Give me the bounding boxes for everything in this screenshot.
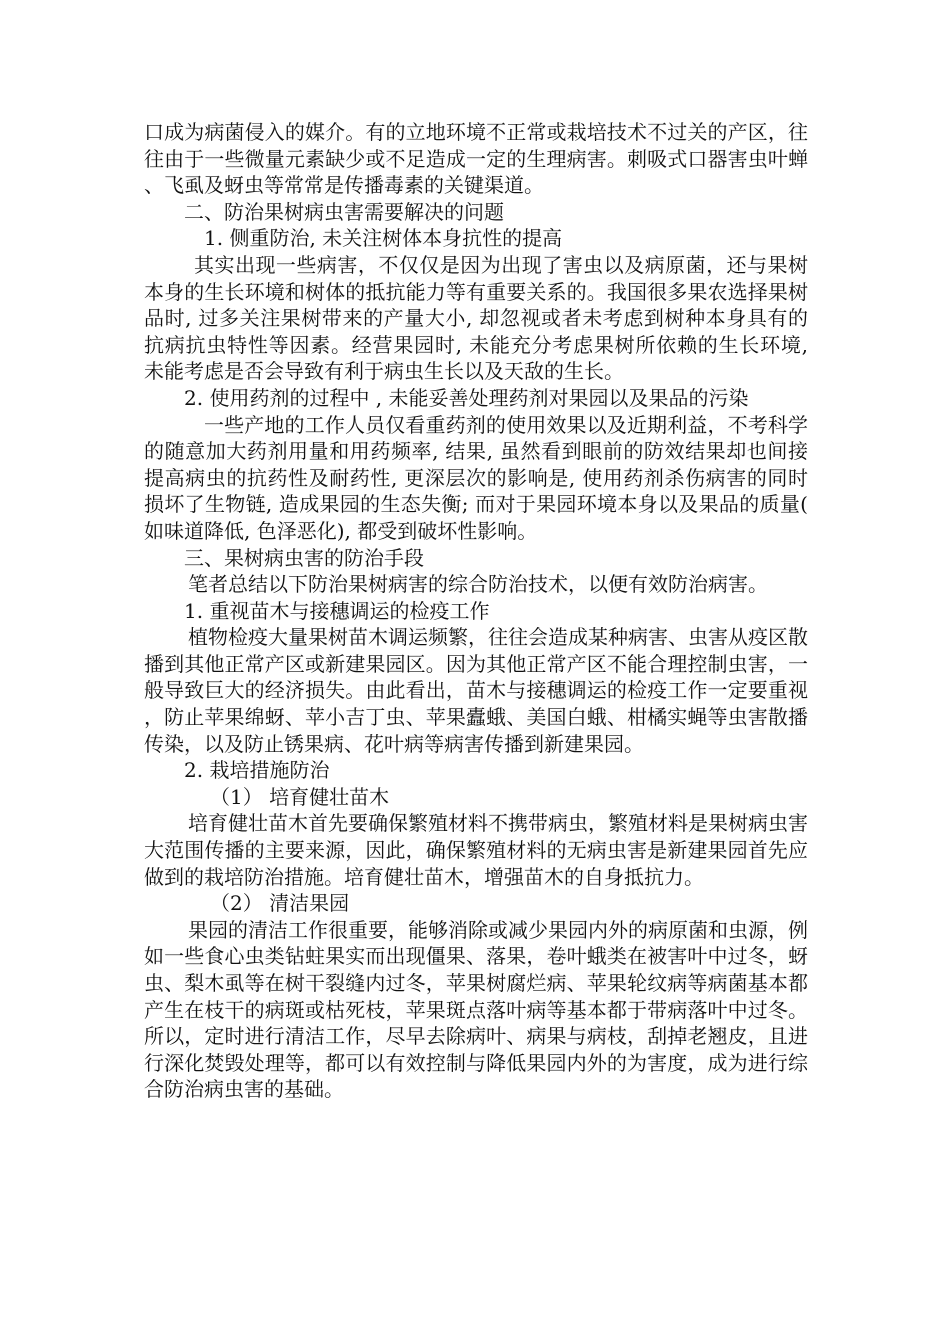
subheading-2-2: 2. 使用药剂的过程中 , 未能妥善处理药剂对果园以及果品的污染 xyxy=(184,385,749,410)
paragraph-3-intro: 笔者总结以下防治果树病害的综合防治技术，以便有效防治病害。 xyxy=(188,572,768,597)
document-body xyxy=(144,119,808,1103)
subheading-2-1: 1. 侧重防治, 未关注树体本身抗性的提高 xyxy=(204,226,563,251)
paragraph-2-2: 一些产地的工作人员仅看重药剂的使用效果以及近期利益，不考科学的随意加大药剂用量和用药频率, 结果, 虽然看到眼前的防效结果却也间接提高病虫的抗药性及耐药性, 更深层次的影响是, 使用药剂杀伤病害的同时损坏了生物链, 造成果园的生态失衡; 而对于果园环境本身以及果品的质量( 如味道降低, 色泽恶化), 都受到破坏性影响。 xyxy=(144,412,808,543)
section-heading-2: 二、防治果树病虫害需要解决的问题 xyxy=(184,199,504,224)
paragraph-3-2-2: 果园的清洁工作很重要，能够消除或减少果园内外的病原菌和虫源，例如一些食心虫类钻蛀果实而出现僵果、落果，卷叶蛾类在被害叶中过冬，蚜虫、梨木虱等在树干裂缝内过冬，苹果树腐烂病、苹果轮纹病等病菌基本都产生在枝干的病斑或枯死枝，苹果斑点落叶病等基本都于带病落叶中过冬。所以，定时进行清洁工作，尽早去除病叶、病果与病枝，刮掉老翘皮，且进行深化焚毁处理等，都可以有效控制与降低果园内外的为害度，成为进行综合防治病虫害的基础。 xyxy=(144,917,808,1102)
subheading-3-1: 1. 重视苗木与接穗调运的检疫工作 xyxy=(184,598,490,623)
paragraph-3-1: 植物检疫大量果树苗木调运频繁，往往会造成某种病害、虫害从疫区散播到其他正常产区或新建果园区。因为其他正常产区不能合理控制虫害，一般导致巨大的经济损失。由此看出，苗木与接穗调运的检疫工作一定要重视，防止苹果绵蚜、苹小吉丁虫、苹果蠹蛾、美国白蛾、柑橘实蝇等虫害散播传染，以及防止锈果病、花叶病等病害传播到新建果园。 xyxy=(144,625,808,756)
subheading-3-2-1: （1） 培育健壮苗木 xyxy=(210,784,390,809)
paragraph-2-1: 其实出现一些病害，不仅仅是因为出现了害虫以及病原菌，还与果树本身的生长环境和树体的抵抗能力等有重要关系的。我国很多果农选择果树品时, 过多关注果树带来的产量大小, 却忽视或者未考虑到树种本身具有的抗病抗虫特性等因素。经营果园时, 未能充分考虑果树所依赖的生长环境, 未能考虑是否会导致有利于病虫生长以及天敌的生长。 xyxy=(144,252,808,384)
paragraph-3-2-1: 培育健壮苗木首先要确保繁殖材料不携带病虫，繁殖材料是果树病虫害大范围传播的主要来源，因此，确保繁殖材料的无病虫害是新建果园首先应做到的栽培防治措施。培育健壮苗木，增强苗木的自身抵抗力。 xyxy=(144,811,808,889)
paragraph-continuation: 口成为病菌侵入的媒介。有的立地环境不正常或栽培技术不过关的产区，往往由于一些微量元素缺少或不足造成一定的生理病害。刺吸式口器害虫叶蝉、飞虱及蚜虫等常常是传播毒素的关键渠道。 xyxy=(144,120,808,198)
subheading-3-2: 2. 栽培措施防治 xyxy=(184,758,330,783)
subheading-3-2-2: （2） 清洁果园 xyxy=(210,891,350,916)
section-heading-3: 三、果树病虫害的防治手段 xyxy=(184,545,424,570)
